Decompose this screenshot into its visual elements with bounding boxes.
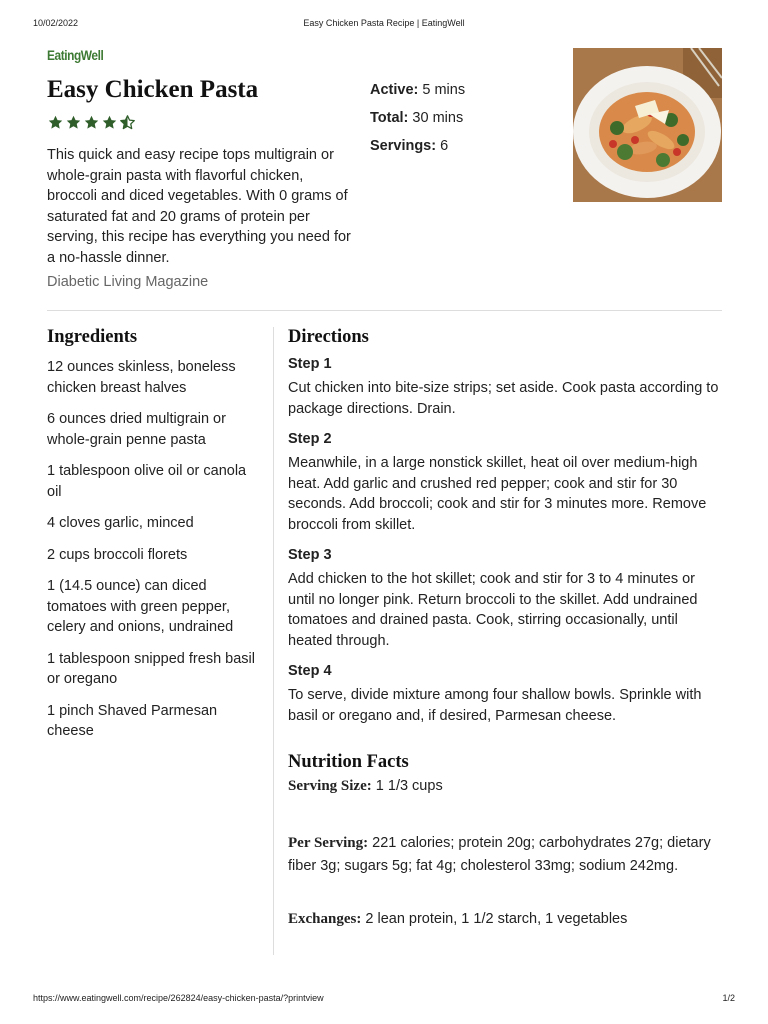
section-divider (47, 310, 722, 311)
pasta-dish-image (573, 48, 722, 202)
star-full-icon (101, 114, 118, 131)
ingredient-item: 1 tablespoon olive oil or canola oil (47, 463, 247, 500)
star-full-icon (65, 114, 82, 131)
exchanges (288, 908, 723, 931)
time-value: 5 mins (422, 82, 466, 98)
directions-heading: Directions (288, 327, 369, 347)
ingredients-heading: Ingredients (47, 327, 138, 347)
step-label: Step 4 (288, 663, 332, 679)
step-label: Step 2 (288, 431, 332, 447)
nutrition-heading: Nutrition Facts (288, 752, 409, 772)
step-text: To serve, divide mixture among four shallow bowls. Sprinkle with basil or oregano and, if desired, Parmesan cheese. (288, 687, 702, 724)
ingredient-item: 1 pinch Shaved Parmesan cheese (47, 702, 218, 739)
star-rating (47, 114, 136, 131)
ingredient-item: 12 ounces skinless, boneless chicken breast halves (47, 359, 236, 396)
per-serving (288, 832, 723, 878)
print-page-title: Easy Chicken Pasta Recipe | EatingWell (303, 18, 465, 28)
print-url: https://www.eatingwell.com/recipe/262824/easy-chicken-pasta/?printview (33, 993, 324, 1003)
step-text: Meanwhile, in a large nonstick skillet, heat oil over medium-high heat. Add garlic and crushed red pepper; cook and stir for 30 seconds. Add broccoli; cook and stir for 3 minutes more. Remove broccoli from skillet. (288, 455, 707, 533)
ingredient-item: 6 ounces dried multigrain or whole-grain penne pasta (47, 411, 226, 448)
recipe-description: This quick and easy recipe tops multigrain or whole-grain pasta with flavorful chicken, broccoli and diced vegetables. With 0 grams of saturated fat and 20 grams of protein per serving, this recipe has everything you need for a no-hassle dinner. (47, 147, 351, 266)
print-date: 10/02/2022 (33, 18, 79, 28)
step-label: Step 3 (288, 547, 332, 563)
star-full-icon (47, 114, 64, 131)
recipe-times (370, 80, 465, 164)
directions-section (288, 327, 723, 736)
per-serving-label: Per Serving: (288, 835, 369, 851)
recipe-source[interactable]: Diabetic Living Magazine (47, 274, 209, 290)
time-label: Servings: (370, 138, 437, 154)
star-half-icon (119, 114, 136, 131)
column-divider (273, 327, 274, 955)
time-total (370, 108, 465, 136)
serving-size (288, 775, 723, 798)
star-full-icon (83, 114, 100, 131)
nutrition-section (288, 752, 723, 931)
step-text: Add chicken to the hot skillet; cook and stir for 3 to 4 minutes or until no longer pink. Return broccoli to the skillet. Add undrained tomatoes and drained pasta. Cook, stirring occasionally, until heated through. (288, 571, 698, 649)
ingredient-item: 1 tablespoon snipped fresh basil or oregano (47, 650, 255, 687)
recipe-photo (573, 48, 722, 202)
time-active (370, 80, 465, 108)
step-label: Step 1 (288, 356, 332, 372)
servings (370, 136, 465, 164)
per-serving-value: 221 calories; protein 20g; carbohydrates 27g; dietary fiber 3g; sugars 5g; fat 4g; cholesterol 33mg; sodium 242mg. (288, 835, 711, 874)
ingredient-item: 1 (14.5 ounce) can diced tomatoes with green pepper, celery and onions, undrained (47, 578, 234, 635)
time-value: 30 mins (412, 110, 464, 126)
serving-size-label: Serving Size: (288, 778, 372, 794)
recipe-title: Easy Chicken Pasta (47, 76, 259, 103)
step-text: Cut chicken into bite-size strips; set aside. Cook pasta according to package directions. Drain. (288, 380, 719, 417)
time-value: 6 (440, 138, 449, 154)
ingredients-section (47, 327, 262, 753)
time-label: Total: (370, 110, 409, 126)
exchanges-value: 2 lean protein, 1 1/2 starch, 1 vegetables (365, 911, 628, 927)
ingredient-item: 2 cups broccoli florets (47, 546, 188, 563)
exchanges-label: Exchanges: (288, 911, 362, 927)
ingredient-item: 4 cloves garlic, minced (47, 515, 194, 531)
print-page-number: 1/2 (722, 993, 735, 1003)
time-label: Active: (370, 82, 419, 98)
serving-size-value: 1 1/3 cups (375, 778, 443, 794)
eatingwell-logo[interactable]: EatingWell (47, 47, 104, 63)
